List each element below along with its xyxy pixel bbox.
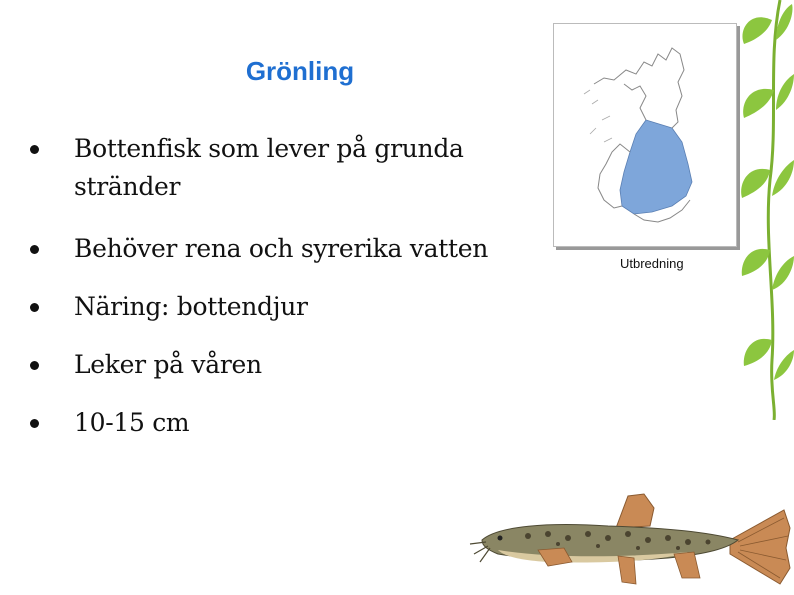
vine-decoration-icon: [720, 0, 794, 420]
bullet-list: [30, 130, 530, 462]
bullet-text: Behöver rena och syrerika vatten: [74, 234, 488, 263]
map-caption: Utbredning: [620, 256, 684, 271]
bullet-text: Leker på våren: [74, 350, 262, 379]
range-area: [620, 120, 692, 214]
fish-illustration: [468, 488, 794, 595]
bullet-dot-icon: [30, 245, 39, 254]
bullet-dot-icon: [30, 419, 39, 428]
bullet-item: [30, 404, 530, 442]
bullet-text: Näring: bottendjur: [74, 292, 308, 321]
bullet-item: [30, 230, 530, 268]
bullet-text: 10-15 cm: [74, 408, 190, 437]
bullet-item: [30, 130, 530, 206]
bullet-item: [30, 288, 530, 326]
bullet-dot-icon: [30, 361, 39, 370]
distribution-map: [553, 23, 737, 247]
slide-title: Grönling: [245, 56, 355, 86]
bullet-dot-icon: [30, 303, 39, 312]
bullet-dot-icon: [30, 145, 39, 154]
bullet-text: Bottenfisk som lever på grunda stränder: [74, 134, 464, 201]
finland-map-image: [554, 24, 736, 246]
bullet-item: [30, 346, 530, 384]
